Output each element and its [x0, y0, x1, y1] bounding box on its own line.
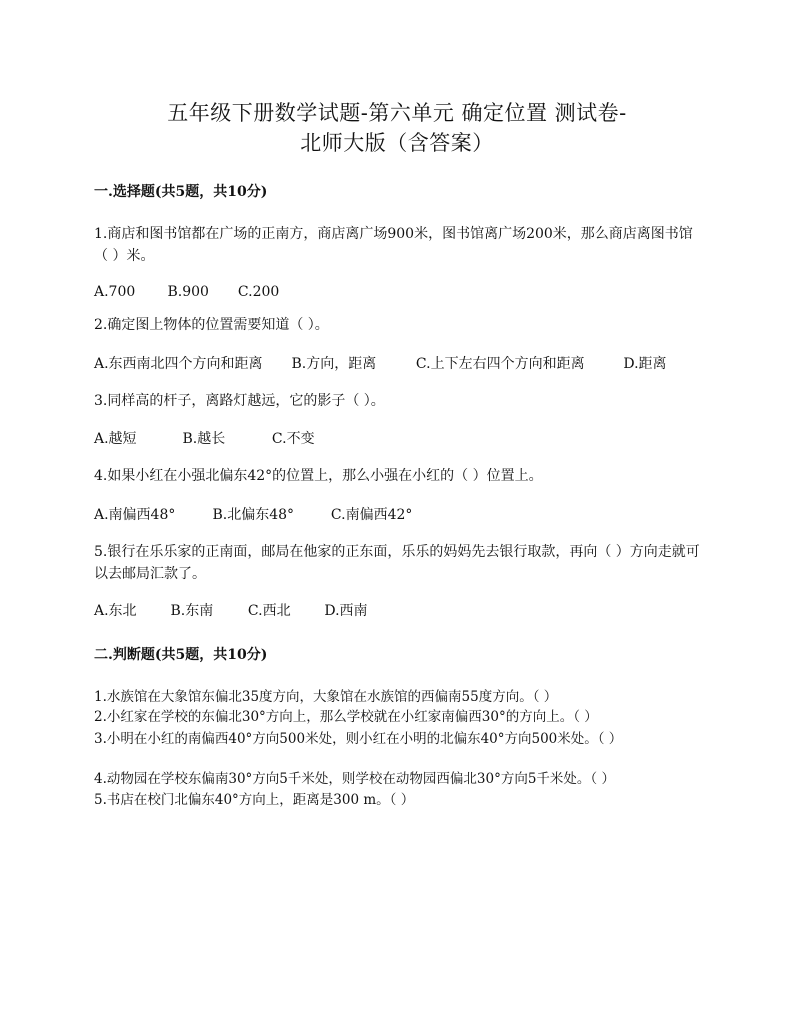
- option: C.西北: [247, 603, 291, 619]
- document-title-line1: 五年级下册数学试题-第六单元 确定位置 测试卷-: [167, 101, 627, 125]
- true-false-item-5: 5.书店在校门北偏东40°方向上，距离是300 m。（ ）: [94, 792, 415, 808]
- question-2-options: [94, 354, 667, 374]
- question-1-options: [94, 282, 279, 302]
- option: B.方向，距离: [291, 356, 377, 372]
- question-4-text: 4.如果小红在小强北偏东42°的位置上，那么小强在小红的（ ）位置上。: [94, 468, 543, 484]
- true-false-item-2: 2.小红家在学校的东偏北30°方向上，那么学校就在小红家南偏西30°的方向上。（ ）: [94, 709, 598, 725]
- true-false-item-4: 4.动物园在学校东偏南30°方向5千米处，则学校在动物园西偏北30°方向5千米处。（ ）: [94, 771, 615, 787]
- question-5-text: 5.银行在乐乐家的正南面，邮局在他家的正东面，乐乐的妈妈先去银行取款，再向（ ）方向走就可以去邮局汇款了。: [94, 544, 700, 582]
- option: C.不变: [271, 431, 315, 447]
- question-2-text: 2.确定图上物体的位置需要知道（ ）。: [94, 317, 329, 333]
- option: A.越短: [94, 431, 137, 447]
- question-3-options: [94, 429, 315, 449]
- option: B.越长: [182, 431, 226, 447]
- section-heading-true-false: 二.判断题(共5题，共10分): [94, 647, 268, 663]
- question-3-text: 3.同样高的杆子，离路灯越远，它的影子（ ）。: [94, 393, 385, 409]
- option: B.北偏东48°: [212, 507, 295, 523]
- question-4-options: [94, 505, 412, 525]
- true-false-item-1: 1.水族馆在大象馆东偏北35度方向，大象馆在水族馆的西偏南55度方向。（ ）: [94, 689, 558, 705]
- option: C.南偏西42°: [330, 507, 413, 523]
- true-false-item-3: 3.小明在小红的南偏西40°方向500米处，则小红在小明的北偏东40°方向500米处。（ ）: [94, 731, 623, 747]
- option: B.东南: [170, 603, 214, 619]
- option: B.900: [167, 284, 209, 300]
- question-1-text: 1.商店和图书馆都在广场的正南方，商店离广场900米，图书馆离广场200米，那么商店离图书馆（ ）米。: [94, 226, 693, 264]
- option: A.南偏西48°: [94, 507, 176, 523]
- option: A.700: [94, 284, 136, 300]
- option: C.上下左右四个方向和距离: [415, 356, 585, 372]
- option: A.东北: [94, 603, 137, 619]
- option: D.西南: [324, 603, 368, 619]
- option: D.距离: [623, 356, 667, 372]
- option: A.东西南北四个方向和距离: [94, 356, 263, 372]
- section-heading-choice: 一.选择题(共5题，共10分): [94, 184, 268, 200]
- question-5-options: [94, 601, 368, 621]
- document-title-line2: 北师大版（含答案）: [300, 131, 494, 155]
- option: C.200: [237, 284, 280, 300]
